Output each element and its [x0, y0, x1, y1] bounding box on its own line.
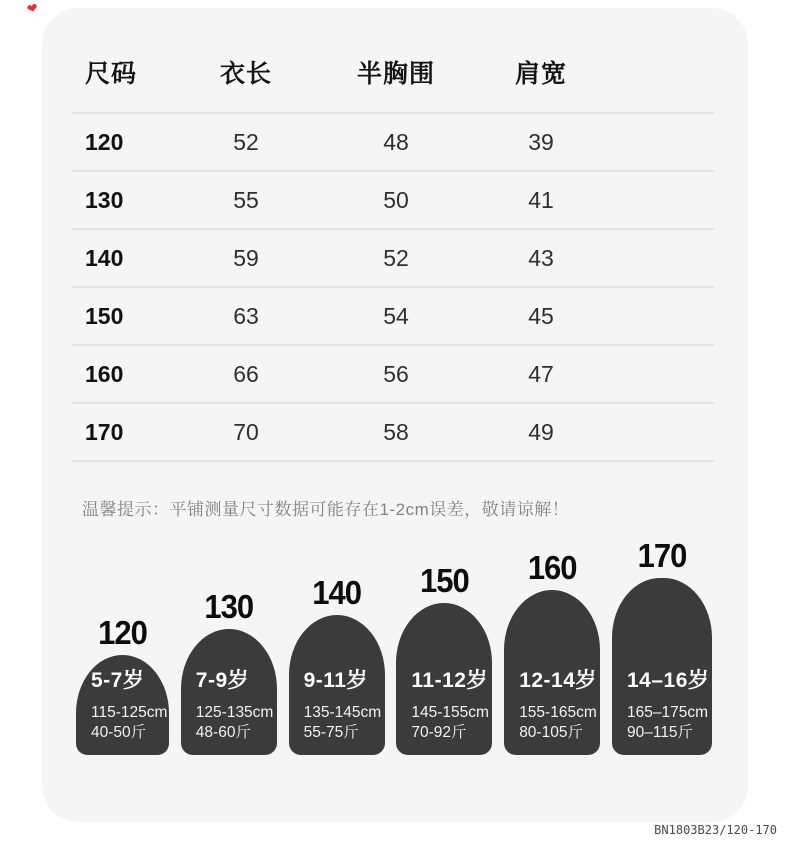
- size-table-header-row: [72, 8, 714, 113]
- filler-cell: [600, 287, 714, 345]
- arch-weight-range: 90–115斤: [626, 723, 694, 741]
- size-arch-group: [181, 587, 277, 755]
- size-value-cell: 160: [72, 345, 182, 403]
- arch-height-range: 155-165cm: [519, 704, 597, 722]
- arch-age-range: 14–16岁: [626, 669, 710, 693]
- measurement-cell: 54: [310, 287, 482, 345]
- arch-age-range: 7-9岁: [195, 669, 250, 693]
- size-value-cell: 120: [72, 113, 182, 171]
- size-chart-card: [42, 8, 748, 822]
- arch-weight-range: 55-75斤: [303, 723, 359, 741]
- size-arch-group: [396, 561, 492, 755]
- measurement-cell: 58: [310, 403, 482, 461]
- arch-size-label: 170: [637, 536, 687, 575]
- arch-age-range: 11-12岁: [411, 669, 488, 693]
- table-row: [72, 345, 714, 403]
- arch-shape: [504, 590, 600, 755]
- table-row: [72, 171, 714, 229]
- arch-shape: [181, 629, 277, 755]
- arch-weight-range: 70-92斤: [411, 723, 467, 741]
- measurement-cell: 52: [182, 113, 310, 171]
- size-table-body: [72, 113, 714, 461]
- size-value-cell: 130: [72, 171, 182, 229]
- table-row: [72, 403, 714, 461]
- arch-shape: [396, 603, 492, 755]
- arch-size-label: 160: [527, 548, 577, 587]
- measurement-cell: 45: [482, 287, 600, 345]
- column-header-filler: [600, 8, 714, 113]
- measurement-cell: 63: [182, 287, 310, 345]
- size-value-cell: 150: [72, 287, 182, 345]
- arch-shape: [612, 578, 712, 755]
- size-age-chart: [76, 536, 712, 755]
- arch-age-range: 12-14岁: [519, 669, 597, 693]
- measurement-cell: 59: [182, 229, 310, 287]
- measurement-cell: 41: [482, 171, 600, 229]
- arch-size-label: 120: [98, 613, 147, 652]
- size-value-cell: 140: [72, 229, 182, 287]
- measurement-cell: 39: [482, 113, 600, 171]
- column-header: 肩宽: [482, 8, 600, 113]
- size-arch-group: [289, 573, 385, 755]
- table-row: [72, 287, 714, 345]
- measurement-cell: 55: [182, 171, 310, 229]
- filler-cell: [600, 113, 714, 171]
- filler-cell: [600, 345, 714, 403]
- table-row: [72, 113, 714, 171]
- measurement-cell: 52: [310, 229, 482, 287]
- arch-shape: [289, 615, 385, 755]
- arch-height-range: 165–175cm: [626, 704, 708, 722]
- filler-cell: [600, 403, 714, 461]
- measurement-cell: 66: [182, 345, 310, 403]
- filler-cell: [600, 229, 714, 287]
- column-header: 半胸围: [310, 8, 482, 113]
- measurement-notice: 温馨提示：平铺测量尺寸数据可能存在1-2cm误差，敬请谅解！: [82, 500, 570, 519]
- measurement-cell: 56: [310, 345, 482, 403]
- arch-weight-range: 40-50斤: [91, 723, 147, 741]
- arch-weight-range: 48-60斤: [195, 723, 251, 741]
- table-row: [72, 229, 714, 287]
- size-arch-group: [504, 548, 600, 755]
- filler-cell: [600, 171, 714, 229]
- arch-height-range: 145-155cm: [411, 704, 489, 722]
- measurement-cell: 70: [182, 403, 310, 461]
- size-table: [72, 8, 714, 462]
- measurement-cell: 48: [310, 113, 482, 171]
- measurement-cell: 49: [482, 403, 600, 461]
- product-code: BN1803B23/120-170: [654, 823, 777, 837]
- arch-height-range: 135-145cm: [303, 704, 382, 722]
- arch-age-range: 5-7岁: [91, 669, 145, 693]
- arch-weight-range: 80-105斤: [519, 723, 583, 741]
- size-arch-group: [76, 613, 169, 755]
- arch-shape: [76, 655, 169, 755]
- measurement-cell: 43: [482, 229, 600, 287]
- size-arch-group: [612, 536, 712, 755]
- arch-size-label: 150: [420, 561, 469, 600]
- measurement-cell: 50: [310, 171, 482, 229]
- arch-size-label: 140: [312, 573, 361, 612]
- size-value-cell: 170: [72, 403, 182, 461]
- decorative-red-mark-icon: ❤: [25, 0, 40, 18]
- arch-size-label: 130: [204, 587, 254, 626]
- arch-height-range: 115-125cm: [91, 704, 168, 722]
- measurement-cell: 47: [482, 345, 600, 403]
- column-header: 衣长: [182, 8, 310, 113]
- column-header: 尺码: [72, 8, 182, 113]
- arch-age-range: 9-11岁: [303, 669, 368, 693]
- arch-height-range: 125-135cm: [195, 704, 274, 722]
